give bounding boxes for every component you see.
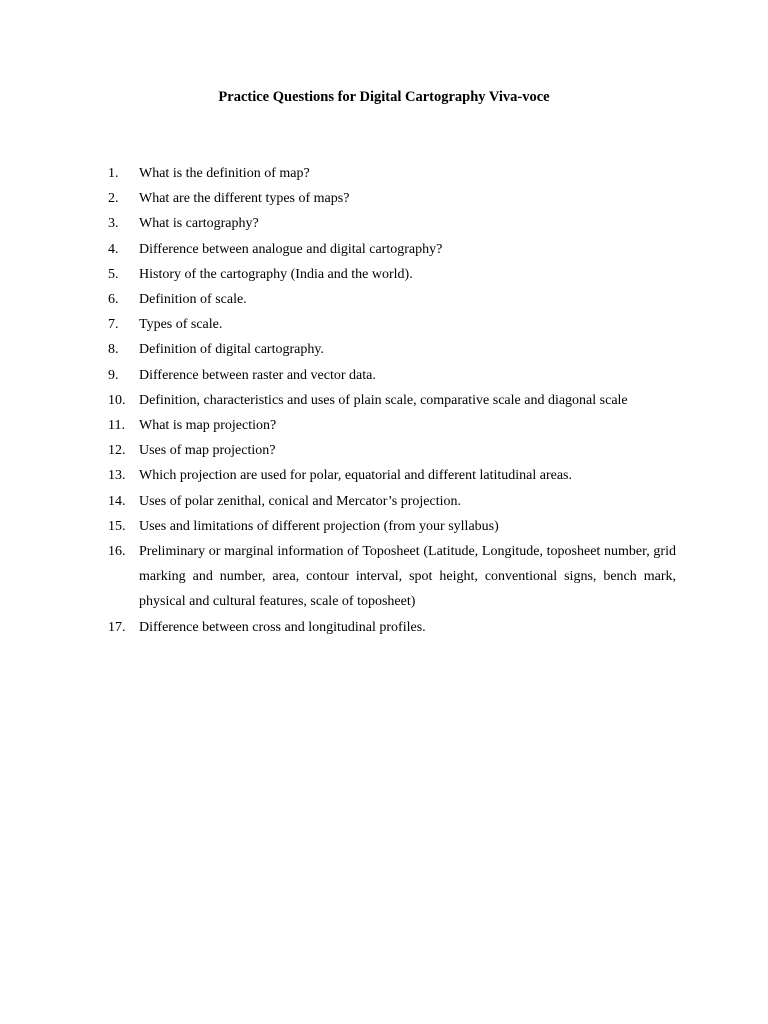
question-text: What is the definition of map? [139,166,310,181]
question-number: 5. [108,266,119,282]
question-text: Difference between raster and vector data. [139,367,376,383]
question-item [108,388,676,413]
document-title: Practice Questions for Digital Cartography Viva-voce [218,89,550,105]
question-text: Difference between cross and longitudinal profiles. [139,619,426,635]
question-text: Which projection are used for polar, equatorial and different latitudinal areas. [139,468,573,484]
question-item [108,161,676,186]
question-text: What are the different types of maps? [139,191,350,207]
question-text: History of the cartography (India and the world). [139,266,413,282]
question-number: 1. [108,166,119,181]
question-number: 12. [108,443,126,459]
question-text: Definition of digital cartography. [139,342,324,358]
question-number: 15. [108,518,126,534]
question-text: What is cartography? [139,216,259,232]
question-item [108,438,676,463]
question-item [108,539,676,615]
question-item [108,615,676,640]
question-number: 7. [108,317,119,333]
question-number: 17. [108,619,126,635]
question-item [108,312,676,337]
question-number: 9. [108,367,119,383]
question-number: 3. [108,216,119,232]
question-item [108,287,676,312]
question-item [108,413,676,438]
question-text: Preliminary or marginal information of Toposheet (Latitude, Longitude, toposheet number, grid marking and number, area, contour interval, spot height, conventional signs, bench mark, physical and cultural features, scale of toposheet) [139,544,676,610]
question-number: 4. [108,241,119,257]
question-item [108,363,676,388]
question-number: 6. [108,292,119,308]
question-text: Uses of polar zenithal, conical and Mercator’s projection. [139,493,462,509]
question-item [108,337,676,362]
question-number: 14. [108,493,126,509]
question-item [108,463,676,488]
question-list [108,161,676,640]
question-number: 2. [108,191,119,207]
question-item [108,211,676,236]
question-number: 10. [108,392,126,408]
question-text: Definition, characteristics and uses of plain scale, comparative scale and diagonal scale [139,392,628,408]
question-number: 13. [108,468,126,484]
question-item [108,514,676,539]
question-text: What is map projection? [139,418,277,434]
question-text: Uses and limitations of different projection (from your syllabus) [139,518,499,534]
question-item [108,262,676,287]
question-item [108,237,676,262]
question-number: 11. [108,418,125,434]
question-number: 8. [108,342,119,358]
question-text: Difference between analogue and digital cartography? [139,241,443,257]
question-text: Definition of scale. [139,292,247,308]
question-text: Uses of map projection? [139,443,276,459]
question-item [108,186,676,211]
question-item [108,489,676,514]
question-text: Types of scale. [139,317,223,333]
question-number: 16. [108,544,126,560]
